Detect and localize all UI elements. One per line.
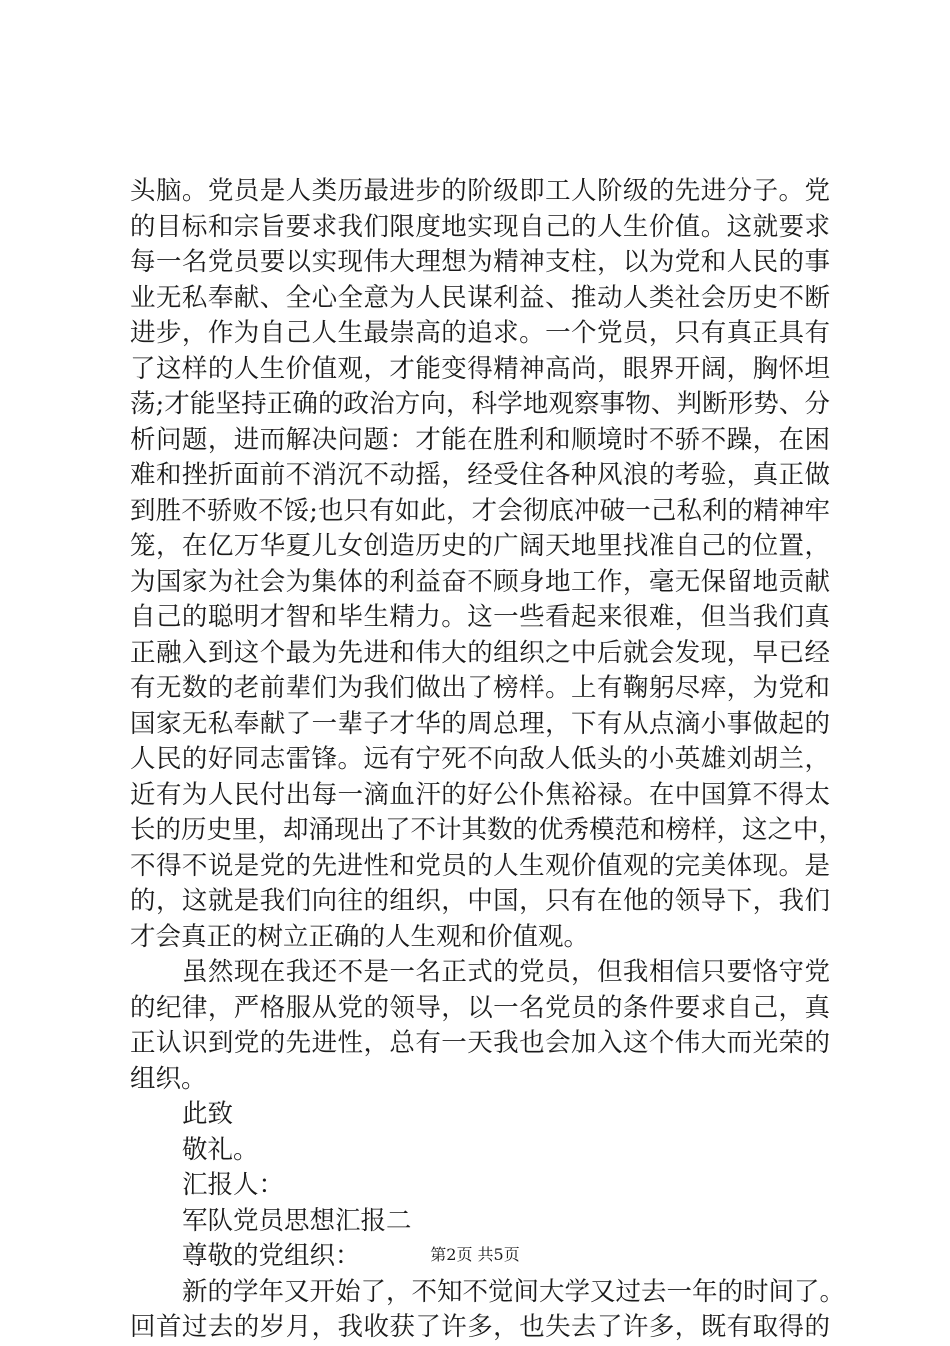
text-line: 长的历史里，却涌现出了不计其数的优秀模范和榜样，这之中，: [130, 815, 845, 845]
closing-regards: 敬礼。: [182, 1134, 259, 1165]
text-line: 难和挫折面前不消沉不动摇，经受住各种风浪的考验，真正做: [130, 460, 830, 490]
page-number: 第2页 共5页: [430, 1245, 520, 1264]
reporter-label: 汇报人：: [182, 1170, 285, 1200]
page-footer: [0, 1242, 950, 1265]
text-line: 组织。: [130, 1063, 207, 1094]
text-line: 荡;才能坚持正确的政治方向，科学地观察事物、判断形势、分: [130, 389, 830, 419]
text-line: 业无私奉献、全心全意为人民谋利益、推动人类社会历史不断: [130, 282, 830, 313]
document-body: [130, 174, 846, 1346]
text-line: 近有为人民付出每一滴血汗的好公仆焦裕禄。在中国算不得太: [130, 779, 830, 810]
text-line: 的纪律，严格服从党的领导，以一名党员的条件要求自己，真: [130, 992, 830, 1023]
text-line: 新的学年又开始了，不知不觉间大学又过去一年的时间了。: [182, 1276, 846, 1307]
text-line: 的，这就是我们向往的组织，中国，只有在他的领导下，我们: [130, 886, 830, 916]
text-line: 为国家为社会为集体的利益奋不顾身地工作，毫无保留地贡献: [130, 566, 830, 597]
greeting: 尊敬的党组织：: [182, 1241, 361, 1271]
text-line: 头脑。党员是人类历最进步的阶级即工人阶级的先进分子。党: [130, 176, 830, 206]
text-line: 了这样的人生价值观，才能变得精神高尚，眼界开阔，胸怀坦: [130, 353, 830, 384]
text-line: 到胜不骄败不馁;也只有如此，才会彻底冲破一己私利的精神牢: [130, 495, 830, 526]
text-line: 进步，作为自己人生最崇高的追求。一个党员，只有真正具有: [130, 318, 830, 348]
text-line: 有无数的老前辈们为我们做出了榜样。上有鞠躬尽瘁，为党和: [130, 673, 830, 703]
section-heading: 军队党员思想汇报二: [182, 1205, 412, 1236]
text-line: 正融入到这个最为先进和伟大的组织之中后就会发现，早已经: [130, 637, 830, 668]
text-line: 笼，在亿万华夏儿女创造历史的广阔天地里找准自己的位置，: [130, 531, 830, 561]
text-line: 析问题，进而解决问题：才能在胜利和顺境时不骄不躁，在困: [130, 424, 830, 455]
text-line: 虽然现在我还不是一名正式的党员，但我相信只要恪守党: [182, 957, 830, 987]
text-line: 人民的好同志雷锋。远有宁死不向敌人低头的小英雄刘胡兰，: [130, 744, 830, 774]
text-line: 每一名党员要以实现伟大理想为精神支柱，以为党和人民的事: [130, 247, 830, 277]
text-line: 不得不说是党的先进性和党员的人生观价值观的完美体现。是: [130, 850, 830, 881]
text-line: 才会真正的树立正确的人生观和价值观。: [130, 921, 590, 952]
closing-salutation: 此致: [182, 1099, 234, 1129]
text-line: 的目标和宗旨要求我们限度地实现自己的人生价值。这就要求: [130, 211, 830, 242]
text-line: 正认识到党的先进性，总有一天我也会加入这个伟大而光荣的: [130, 1028, 830, 1058]
text-line: 回首过去的岁月，我收获了许多，也失去了许多，既有取得的: [130, 1312, 830, 1342]
text-line: 国家无私奉献了一辈子才华的周总理，下有从点滴小事做起的: [130, 708, 830, 739]
text-line: 自己的聪明才智和毕生精力。这一些看起来很难，但当我们真: [130, 602, 830, 632]
